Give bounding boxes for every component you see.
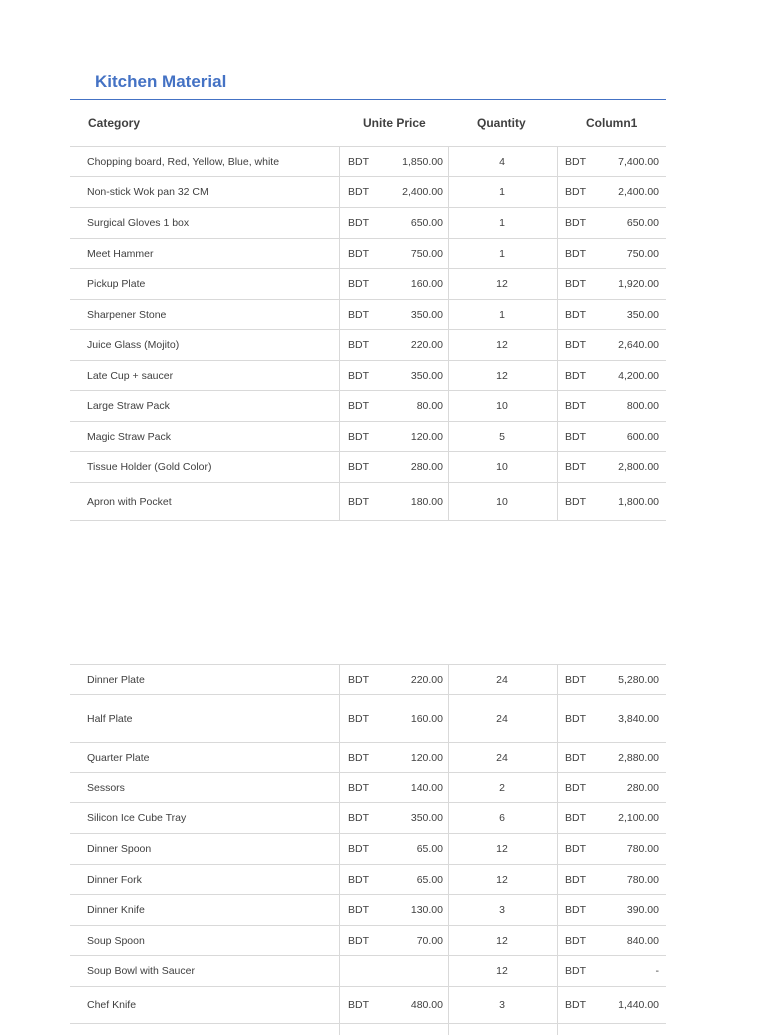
total-value: 1,440.00	[618, 999, 659, 1011]
table-row	[70, 452, 666, 483]
total-currency: BDT	[565, 308, 586, 321]
quantity-value: 2	[499, 781, 505, 794]
item-category: Non-stick Wok pan 32 CM	[87, 186, 209, 198]
item-category: Soup Bowl with Saucer	[87, 965, 195, 977]
total-currency: BDT	[565, 965, 586, 977]
quantity-value: 6	[499, 812, 505, 824]
item-category: Chopping board, Red, Yellow, Blue, white	[87, 155, 280, 168]
total-value: 7,400.00	[618, 155, 659, 168]
unit-price-currency: BDT	[348, 904, 369, 916]
header-category: Category	[88, 116, 141, 130]
total-currency: BDT	[565, 461, 586, 473]
column-divider	[339, 146, 340, 520]
unit-price-value: 160.00	[410, 278, 443, 290]
total-currency: BDT	[565, 495, 586, 508]
item-category: Silicon Ice Cube Tray	[87, 812, 187, 824]
quantity-value: 12	[496, 278, 508, 290]
unit-price-currency: BDT	[348, 430, 369, 443]
item-category: Pickup Plate	[87, 278, 146, 290]
total-value: 2,880.00	[618, 751, 659, 764]
quantity-value: 1	[499, 217, 505, 229]
quantity-value: 12	[496, 843, 508, 855]
unit-price-currency: BDT	[348, 369, 369, 382]
unit-price-value: 280.00	[410, 461, 443, 473]
unit-price-value: 180.00	[410, 495, 443, 508]
total-value: 1,920.00	[618, 278, 659, 290]
table-row	[70, 773, 666, 803]
total-value: 2,640.00	[618, 339, 659, 351]
item-category: Soup Spoon	[87, 934, 145, 947]
total-value: 750.00	[626, 247, 659, 260]
unit-price-value: 650.00	[410, 217, 443, 229]
unit-price-value: 220.00	[410, 339, 443, 351]
column-divider	[339, 664, 340, 1035]
unit-price-currency: BDT	[348, 934, 369, 947]
unit-price-value: 70.00	[416, 934, 443, 947]
quantity-value: 12	[496, 873, 508, 886]
total-value: 600.00	[626, 430, 659, 443]
total-value: 350.00	[626, 308, 659, 321]
table-row	[70, 483, 666, 521]
quantity-value: 1	[499, 308, 505, 321]
item-category: Surgical Gloves 1 box	[87, 217, 190, 229]
quantity-value: 10	[496, 400, 508, 412]
item-category: Quarter Plate	[87, 751, 150, 764]
total-currency: BDT	[565, 247, 586, 260]
table-row	[70, 146, 666, 177]
total-currency: BDT	[565, 673, 586, 686]
unit-price-value: 350.00	[410, 812, 443, 824]
quantity-value: 1	[499, 247, 505, 260]
item-category: Meet Hammer	[87, 247, 154, 260]
unit-price-currency: BDT	[348, 999, 369, 1011]
total-currency: BDT	[565, 904, 586, 916]
column-divider	[448, 664, 449, 1035]
item-category: Dinner Knife	[87, 904, 145, 916]
total-currency: BDT	[565, 843, 586, 855]
total-value: 390.00	[626, 904, 659, 916]
total-currency: BDT	[565, 155, 586, 168]
quantity-value: 5	[499, 430, 505, 443]
quantity-value: 3	[499, 904, 505, 916]
total-currency: BDT	[565, 999, 586, 1011]
item-category: Apron with Pocket	[87, 495, 172, 508]
quantity-value: 24	[496, 712, 508, 725]
unit-price-currency: BDT	[348, 247, 369, 260]
unit-price-value	[370, 956, 443, 986]
table-row	[70, 361, 666, 391]
unit-price-value: 220.00	[410, 673, 443, 686]
unit-price-value: 140.00	[410, 781, 443, 794]
table-header	[70, 100, 666, 147]
table-section-1	[70, 146, 666, 521]
quantity-value: 12	[496, 369, 508, 382]
item-category: Large Straw Pack	[87, 400, 170, 412]
item-category: Half Plate	[87, 712, 133, 725]
unit-price-value: 120.00	[410, 751, 443, 764]
column-divider	[557, 664, 558, 1035]
total-value: 840.00	[626, 934, 659, 947]
table-row	[70, 695, 666, 743]
unit-price-value: 65.00	[416, 843, 443, 855]
table-row	[70, 208, 666, 239]
total-value: -	[655, 965, 659, 977]
unit-price-value: 65.00	[416, 873, 443, 886]
table-section-2	[70, 664, 666, 1036]
total-currency: BDT	[565, 781, 586, 794]
total-currency: BDT	[565, 278, 586, 290]
unit-price-currency: BDT	[348, 400, 369, 412]
table-row	[70, 177, 666, 208]
quantity-value: 3	[499, 999, 505, 1011]
unit-price-currency: BDT	[348, 186, 369, 198]
total-currency: BDT	[565, 873, 586, 886]
total-value: 780.00	[626, 843, 659, 855]
unit-price-currency: BDT	[348, 461, 369, 473]
quantity-value: 12	[496, 934, 508, 947]
table-row	[70, 803, 666, 834]
total-currency: BDT	[565, 751, 586, 764]
unit-price-currency: BDT	[348, 812, 369, 824]
table-row	[70, 664, 666, 695]
total-currency: BDT	[565, 369, 586, 382]
unit-price-value: 750.00	[410, 247, 443, 260]
unit-price-currency: BDT	[348, 278, 369, 290]
total-value: 2,800.00	[618, 461, 659, 473]
table-row	[70, 300, 666, 330]
total-currency: BDT	[565, 339, 586, 351]
quantity-value: 10	[496, 495, 508, 508]
unit-price-value: 350.00	[410, 369, 443, 382]
unit-price-currency: BDT	[348, 495, 369, 508]
total-value: 800.00	[626, 400, 659, 412]
unit-price-currency: BDT	[348, 155, 369, 168]
item-category: Chef Knife	[87, 999, 137, 1011]
unit-price-value: 130.00	[410, 904, 443, 916]
quantity-value: 24	[496, 751, 508, 764]
item-category: Sessors	[87, 781, 125, 794]
unit-price-currency: BDT	[348, 712, 369, 725]
unit-price-currency: BDT	[348, 339, 369, 351]
item-category: Dinner Plate	[87, 673, 145, 686]
total-value: 5,280.00	[618, 673, 659, 686]
column-divider	[557, 146, 558, 520]
unit-price-value: 80.00	[416, 400, 443, 412]
quantity-value: 12	[496, 339, 508, 351]
table-row	[70, 422, 666, 452]
unit-price-value: 2,400.00	[402, 186, 443, 198]
unit-price-value: 160.00	[410, 712, 443, 725]
total-value: 1,800.00	[618, 495, 659, 508]
table-row	[70, 926, 666, 956]
item-category: Juice Glass (Mojito)	[87, 339, 180, 351]
item-category: Late Cup + saucer	[87, 369, 174, 382]
item-category: Magic Straw Pack	[87, 430, 172, 443]
total-currency: BDT	[565, 812, 586, 824]
header-unit-price: Unite Price	[363, 116, 426, 130]
table-row	[70, 956, 666, 987]
unit-price-currency: BDT	[348, 751, 369, 764]
total-currency: BDT	[565, 400, 586, 412]
total-currency: BDT	[565, 712, 586, 725]
table-row	[70, 743, 666, 773]
column-divider	[448, 146, 449, 520]
table-row	[70, 330, 666, 361]
total-currency: BDT	[565, 186, 586, 198]
unit-price-value: 480.00	[410, 999, 443, 1011]
quantity-value: 10	[496, 461, 508, 473]
unit-price-currency: BDT	[348, 308, 369, 321]
quantity-value: 1	[499, 186, 505, 198]
item-category: Dinner Spoon	[87, 843, 152, 855]
table-row	[70, 834, 666, 865]
quantity-value: 24	[496, 673, 508, 686]
total-value: 4,200.00	[618, 369, 659, 382]
total-value: 650.00	[626, 217, 659, 229]
unit-price-value: 1,850.00	[402, 155, 443, 168]
total-value: 780.00	[626, 873, 659, 886]
table-row	[70, 239, 666, 269]
table-row	[70, 1024, 666, 1036]
unit-price-currency: BDT	[348, 843, 369, 855]
total-currency: BDT	[565, 430, 586, 443]
quantity-value: 4	[499, 155, 505, 168]
unit-price-currency: BDT	[348, 873, 369, 886]
total-currency: BDT	[565, 934, 586, 947]
unit-price-currency: BDT	[348, 673, 369, 686]
unit-price-currency: BDT	[348, 781, 369, 794]
table-row	[70, 391, 666, 422]
total-value: 280.00	[626, 781, 659, 794]
total-value: 2,100.00	[618, 812, 659, 824]
item-category: Tissue Holder (Gold Color)	[87, 461, 212, 473]
page-title: Kitchen Material	[95, 72, 227, 91]
table-row	[70, 865, 666, 895]
item-category: Sharpener Stone	[87, 308, 167, 321]
table-row	[70, 895, 666, 926]
unit-price-value: 350.00	[410, 308, 443, 321]
table-row	[70, 987, 666, 1024]
total-currency: BDT	[565, 217, 586, 229]
unit-price-value: 120.00	[410, 430, 443, 443]
header-total: Column1	[586, 116, 638, 130]
total-value: 2,400.00	[618, 186, 659, 198]
header-quantity: Quantity	[477, 116, 526, 130]
total-value: 3,840.00	[618, 712, 659, 725]
item-category: Dinner Fork	[87, 873, 142, 886]
quantity-value: 12	[496, 965, 508, 977]
table-row	[70, 269, 666, 300]
unit-price-currency: BDT	[348, 217, 369, 229]
